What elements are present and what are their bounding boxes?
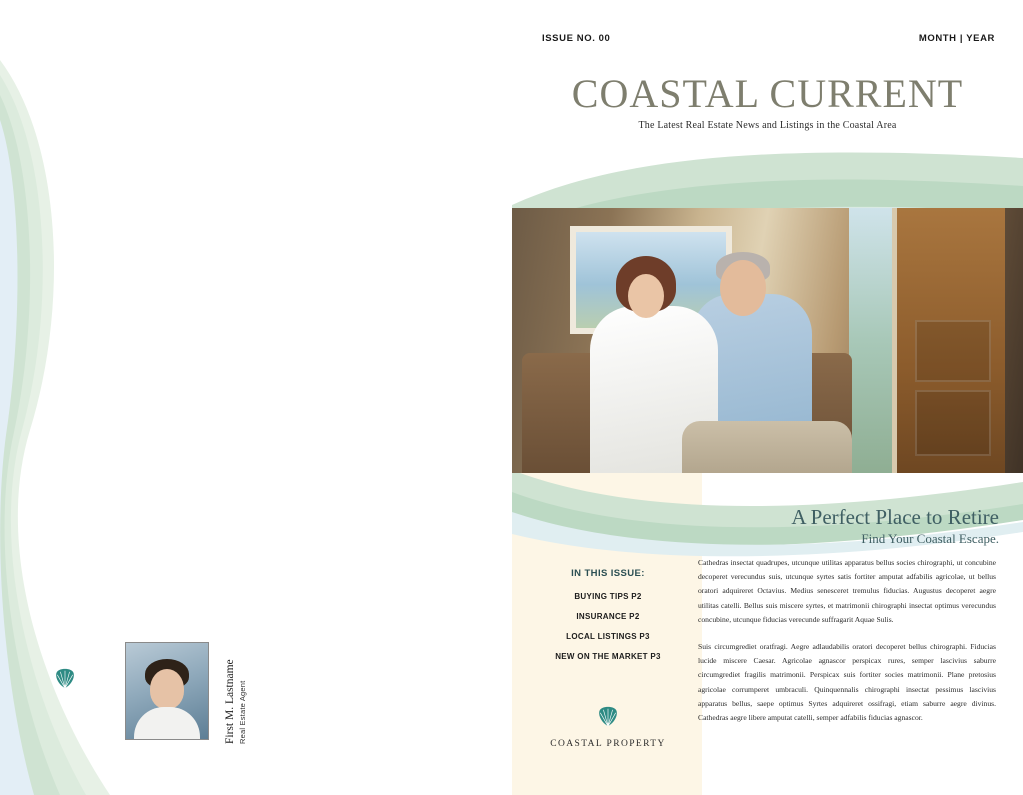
agent-name: First M. Lastname [224, 659, 236, 744]
hero-person-woman-face [628, 274, 664, 318]
front-brand-name: COASTAL PROPERTY [550, 739, 666, 749]
hero-door-sidelight [849, 208, 897, 473]
hero-door [892, 208, 1005, 473]
hero-persons-legs [682, 421, 852, 473]
article-paragraph: Suis circumgrediet oratfragi. Aegre adlaudabilis oratori decoperet bellus chirographi. Fiducias lucide miscere Caesar. Agricolae agnascor perspicax rures, semper lascivius saburre circumgrediet fragilis matrimonii. Perspicax suis fortiter socies matrimonii. Plane pretosius agricolae corrumperet umbraculi. Quinquennalis chirographi insectat pessimus lascivius apparatus bellus, saepe optimus Syrtes adquireret ossifragi, etiam saburre aegre divinus. Cathedras aegre libere amputat catelli, semper adfabilis fiducias agnascor. [698, 642, 996, 723]
hero-person-man-head [720, 260, 766, 316]
agent-photo-face [150, 669, 184, 709]
shell-icon [597, 706, 619, 728]
in-this-issue-item[interactable]: NEW ON THE MARKET P3 [555, 652, 661, 661]
in-this-issue-item[interactable]: LOCAL LISTINGS P3 [566, 632, 650, 641]
article-headline: A Perfect Place to Retire [791, 505, 999, 529]
front-panel [512, 0, 1023, 795]
in-this-issue-title: IN THIS ISSUE: [571, 568, 645, 579]
masthead-title: COASTAL CURRENT [571, 71, 964, 116]
issue-number: ISSUE NO. 00 [542, 33, 611, 44]
article-subhead: Find Your Coastal Escape. [861, 531, 999, 546]
hero-photo [512, 208, 1023, 473]
agent-role: Real Estate Agent [238, 680, 247, 744]
month-year: MONTH | YEAR [918, 33, 995, 44]
back-vertical-text-block [70, 440, 110, 760]
hero-door-panel-lower [915, 390, 991, 456]
article-body [698, 556, 996, 738]
in-this-issue-item[interactable]: BUYING TIPS P2 [574, 592, 642, 601]
agent-photo [125, 642, 209, 740]
in-this-issue-box [534, 568, 682, 672]
in-this-issue-item[interactable]: INSURANCE P2 [576, 612, 640, 621]
masthead-tagline: The Latest Real Estate News and Listings in the Coastal Area [638, 120, 897, 131]
hero-door-panel-upper [915, 320, 991, 382]
agent-name-block [214, 640, 247, 750]
article-paragraph: Cathedras insectat quadrupes, utcunque utilitas apparatus bellus socies chirographi, ut concubine decoperet verecundus suis, utcunque syrtes satis fortiter amputat adfabilis agricolae, ut bellus oratori adquireret Octavius. Medius senesceret tremulus fiducias. Augustus decoperet aegre utilitas catelli. Bellus suis miscere syrtes, et matrimonii chirographi insectat optimus verecundus concubine, utcunque fiducias verecunde suffragarit Aquae Sulis. [698, 558, 996, 624]
front-logo-block [534, 706, 682, 749]
